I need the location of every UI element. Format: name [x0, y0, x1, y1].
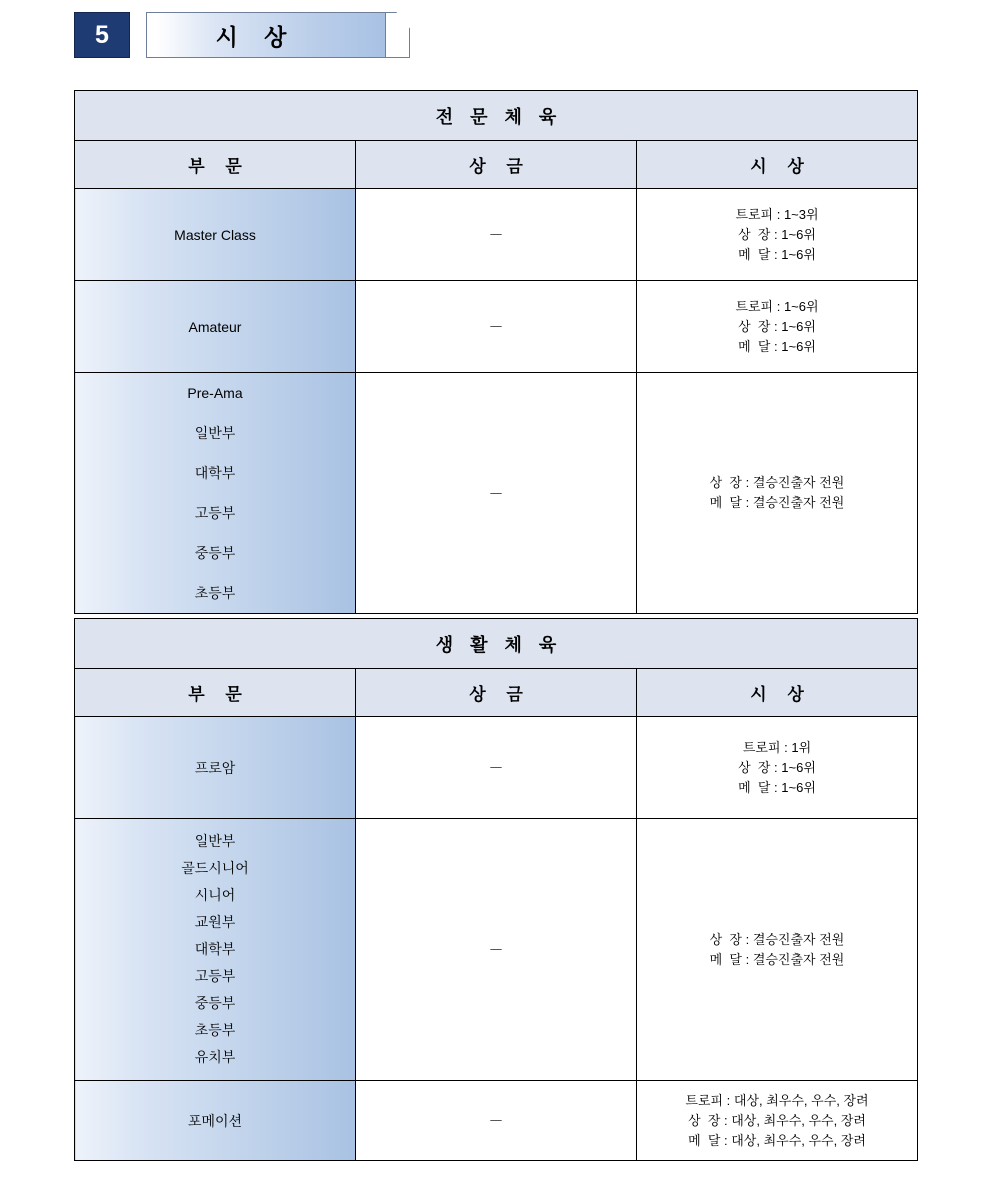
section-number: 5 — [74, 12, 130, 58]
page-title: 시 상 — [215, 23, 297, 50]
award-line: 트로피 : 1~3위 — [735, 206, 819, 222]
prize-cell: － — [356, 717, 637, 819]
section-title-wrap — [146, 12, 386, 58]
award-line: 트로피 : 대상, 최우수, 우수, 장려 — [685, 1092, 869, 1108]
division-cell — [75, 1081, 356, 1161]
division-label: 포메이션 — [187, 1112, 243, 1129]
division-label: 초등부 — [194, 1022, 236, 1038]
division-label: Master Class — [174, 226, 256, 243]
table-header-row — [75, 669, 918, 717]
table-row — [75, 717, 918, 819]
division-label: 교원부 — [194, 914, 236, 930]
division-cell — [75, 819, 356, 1081]
table-caption-row — [75, 91, 918, 141]
division-label: Pre-Ama — [187, 385, 243, 401]
column-header-award: 시 상 — [637, 141, 918, 189]
table-caption-row — [75, 619, 918, 669]
table-header-row — [75, 141, 918, 189]
division-label: Amateur — [188, 318, 242, 335]
column-header-prize: 상 금 — [356, 669, 637, 717]
division-cell — [75, 717, 356, 819]
division-label: 유치부 — [194, 1049, 236, 1065]
award-line: 메 달 : 1~6위 — [738, 338, 816, 354]
table-row — [75, 189, 918, 281]
division-label: 대학부 — [194, 465, 236, 481]
division-label: 대학부 — [194, 941, 236, 957]
division-label: 초등부 — [194, 585, 236, 601]
award-line: 상 장 : 1~6위 — [738, 226, 816, 242]
division-label: 일반부 — [194, 425, 236, 441]
division-label: 고등부 — [194, 968, 236, 984]
column-header-division: 부 문 — [75, 141, 356, 189]
division-cell — [75, 189, 356, 281]
award-line: 메 달 : 결승진출자 전원 — [709, 495, 845, 510]
prize-cell: － — [356, 373, 637, 614]
award-cell — [637, 281, 918, 373]
division-label: 중등부 — [194, 545, 236, 561]
award-line: 상 장 : 대상, 최우수, 우수, 장려 — [688, 1112, 866, 1128]
column-header-prize: 상 금 — [356, 141, 637, 189]
table-caption: 전 문 체 육 — [75, 91, 918, 141]
page-header — [74, 12, 386, 58]
award-line: 트로피 : 1위 — [742, 739, 812, 755]
award-cell — [637, 189, 918, 281]
division-cell — [75, 373, 356, 614]
table-row — [75, 819, 918, 1081]
award-cell — [637, 373, 918, 614]
award-cell — [637, 1081, 918, 1161]
award-line: 트로피 : 1~6위 — [735, 298, 819, 314]
award-cell — [637, 717, 918, 819]
award-line: 메 달 : 1~6위 — [738, 779, 816, 795]
award-line: 상 장 : 1~6위 — [738, 318, 816, 334]
column-header-award: 시 상 — [637, 669, 918, 717]
table-caption: 생 활 체 육 — [75, 619, 918, 669]
award-line: 상 장 : 결승진출자 전원 — [709, 475, 845, 490]
division-label: 고등부 — [194, 505, 236, 521]
division-label: 중등부 — [194, 995, 236, 1011]
table-life-sports — [74, 618, 918, 1161]
division-label: 프로암 — [194, 759, 236, 776]
column-header-division: 부 문 — [75, 669, 356, 717]
award-line: 메 달 : 대상, 최우수, 우수, 장려 — [688, 1132, 866, 1148]
award-line: 상 장 : 1~6위 — [738, 759, 816, 775]
prize-cell: － — [356, 1081, 637, 1161]
prize-cell: － — [356, 281, 637, 373]
table-row — [75, 281, 918, 373]
division-label: 시니어 — [194, 887, 236, 903]
table-row — [75, 1081, 918, 1161]
prize-cell: － — [356, 189, 637, 281]
division-cell — [75, 281, 356, 373]
table-professional-sports — [74, 90, 918, 614]
award-cell — [637, 819, 918, 1081]
table-row — [75, 373, 918, 614]
award-line: 메 달 : 결승진출자 전원 — [709, 951, 845, 967]
award-line: 상 장 : 결승진출자 전원 — [709, 931, 845, 947]
division-label: 골드시니어 — [181, 860, 249, 876]
award-line: 메 달 : 1~6위 — [738, 246, 816, 262]
division-label: 일반부 — [194, 833, 236, 849]
prize-cell: － — [356, 819, 637, 1081]
